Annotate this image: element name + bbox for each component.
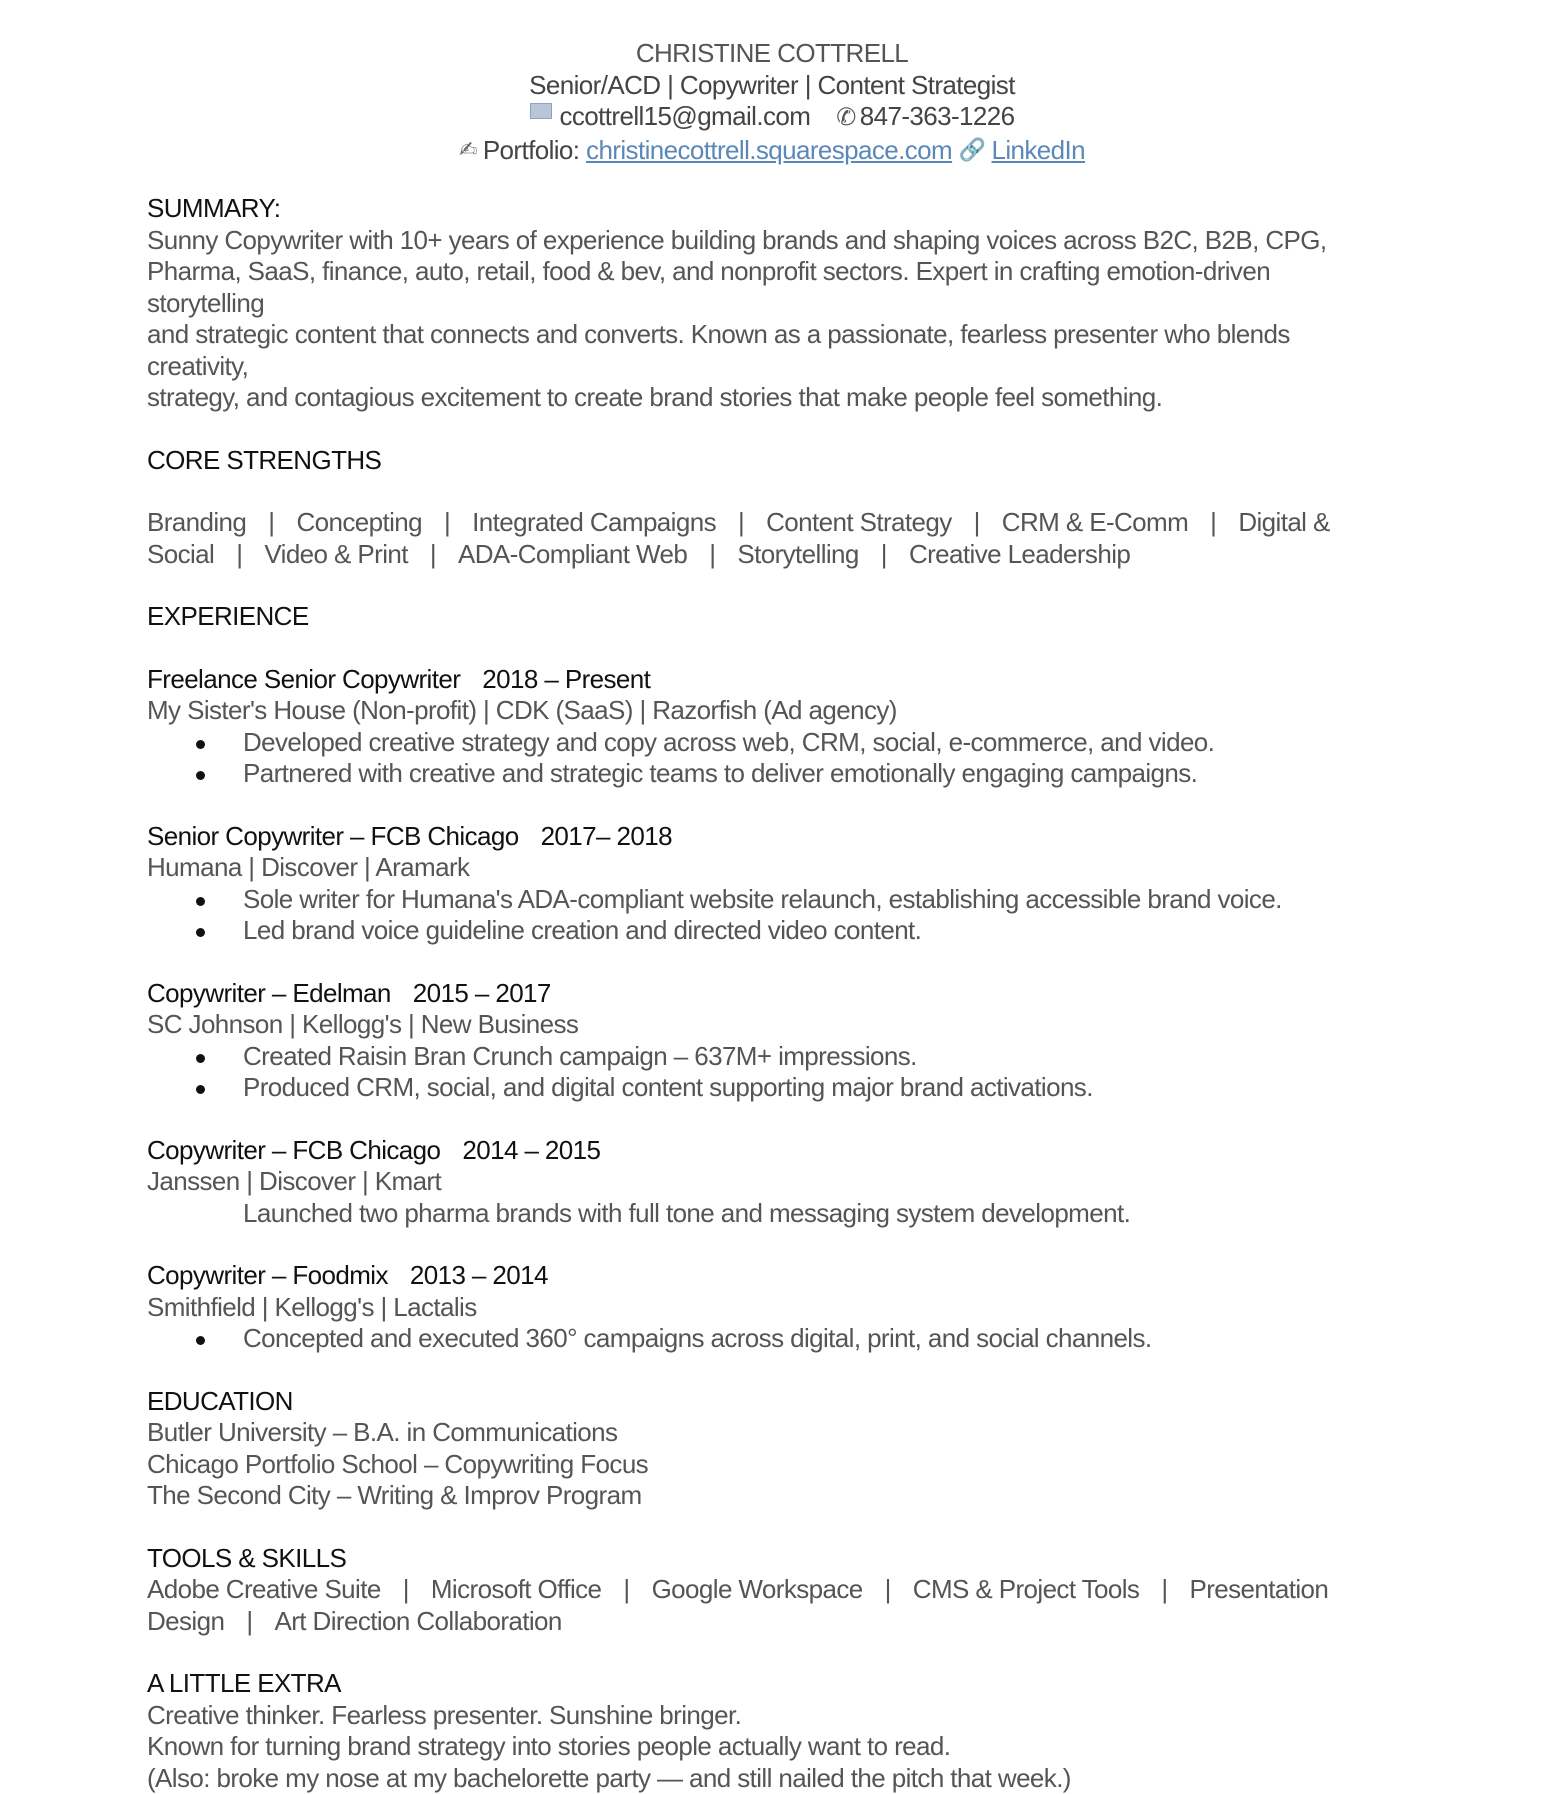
job-title-line [147, 821, 1387, 853]
job-entry [147, 821, 1387, 947]
candidate-headline: Senior/ACD | Copywriter | Content Strategist [157, 70, 1387, 102]
strength-item: Storytelling [737, 539, 858, 569]
job-clients: SC Johnson | Kellogg's | New Business [147, 1009, 1387, 1041]
portfolio-link[interactable]: christinecottrell.squarespace.com [586, 135, 952, 165]
core-strengths-line: Social | Video & Print | ADA-Compliant Web | Storytelling | Creative Leadership [147, 539, 1387, 571]
strength-item: Concepting [296, 507, 422, 537]
strength-item: ADA-Compliant Web [458, 539, 687, 569]
candidate-name: CHRISTINE COTTRELL [157, 38, 1387, 70]
strength-item: Video & Print [264, 539, 407, 569]
extra-line: Creative thinker. Fearless presenter. Sunshine bringer. [147, 1700, 1387, 1732]
tool-item: Adobe Creative Suite [147, 1574, 381, 1604]
writing-hand-icon: ✍ [459, 134, 477, 166]
job-bullet: Partnered with creative and strategic teams to deliver emotionally engaging campaigns. [243, 758, 1387, 790]
strength-item: CRM & E-Comm [1002, 507, 1188, 537]
job-bullet: Sole writer for Humana's ADA-compliant website relaunch, establishing accessible brand voice. [243, 884, 1387, 916]
education-heading: EDUCATION [147, 1386, 1387, 1418]
job-title: Senior Copywriter – FCB Chicago [147, 821, 519, 851]
tool-item: Presentation [1189, 1574, 1328, 1604]
strength-item: Social [147, 539, 214, 569]
education-item: Butler University – B.A. in Communications [147, 1417, 1387, 1449]
job-note: Launched two pharma brands with full tone and messaging system development. [147, 1198, 1387, 1230]
experience-heading: EXPERIENCE [147, 601, 1387, 633]
job-title-line [147, 978, 1387, 1010]
contact-line [157, 101, 1387, 134]
job-bullets [147, 1041, 1387, 1104]
job-entry [147, 664, 1387, 790]
job-clients: Janssen | Discover | Kmart [147, 1166, 1387, 1198]
job-bullet: Concepted and executed 360° campaigns across digital, print, and social channels. [243, 1323, 1387, 1355]
portfolio-label: Portfolio: [483, 135, 580, 165]
job-title-line [147, 1135, 1387, 1167]
extra-heading: A LITTLE EXTRA [147, 1668, 1387, 1700]
email-icon [530, 103, 552, 119]
job-title: Freelance Senior Copywriter [147, 664, 460, 694]
job-bullet: Produced CRM, social, and digital content supporting major brand activations. [243, 1072, 1387, 1104]
summary-line: strategy, and contagious excitement to create brand stories that make people feel something. [147, 382, 1387, 414]
extra-list [147, 1700, 1387, 1794]
education-item: The Second City – Writing & Improv Program [147, 1480, 1387, 1512]
job-bullets [147, 1323, 1387, 1355]
job-dates: 2017– 2018 [541, 821, 672, 851]
tools-heading: TOOLS & SKILLS [147, 1543, 1387, 1575]
tools-line: Design | Art Direction Collaboration [147, 1606, 1387, 1638]
job-bullet: Created Raisin Bran Crunch campaign – 637M+ impressions. [243, 1041, 1387, 1073]
job-bullets [147, 727, 1387, 790]
job-title: Copywriter – FCB Chicago [147, 1135, 440, 1165]
phone-icon: ✆ [836, 102, 856, 134]
job-dates: 2018 – Present [482, 664, 650, 694]
job-clients: Smithfield | Kellogg's | Lactalis [147, 1292, 1387, 1324]
phone-number[interactable]: 847-363-1226 [860, 101, 1015, 131]
job-entry [147, 1135, 1387, 1230]
strength-item: Creative Leadership [909, 539, 1130, 569]
links-line [157, 134, 1387, 167]
email-address[interactable]: ccottrell15@gmail.com [560, 101, 811, 131]
summary-line: and strategic content that connects and converts. Known as a passionate, fearless presenter who blends creativity, [147, 319, 1387, 382]
tools-list [147, 1574, 1387, 1637]
job-bullets [147, 884, 1387, 947]
job-dates: 2015 – 2017 [413, 978, 551, 1008]
education-list [147, 1417, 1387, 1512]
extra-line: Known for turning brand strategy into stories people actually want to read. [147, 1731, 1387, 1763]
resume-header [157, 38, 1387, 166]
job-dates: 2013 – 2014 [410, 1260, 548, 1290]
strength-item: Integrated Campaigns [472, 507, 716, 537]
core-strengths-heading: CORE STRENGTHS [147, 445, 1387, 477]
summary-heading: SUMMARY: [147, 193, 1387, 225]
resume-page [147, 38, 1387, 1794]
tool-item: Google Workspace [652, 1574, 863, 1604]
core-strengths-line: Branding | Concepting | Integrated Campaigns | Content Strategy | CRM & E-Comm | Digital & [147, 507, 1387, 539]
job-title: Copywriter – Edelman [147, 978, 391, 1008]
tools-line: Adobe Creative Suite | Microsoft Office | Google Workspace | CMS & Project Tools | Presentation [147, 1574, 1387, 1606]
extra-line: (Also: broke my nose at my bachelorette party — and still nailed the pitch that week.) [147, 1763, 1387, 1794]
job-title-line [147, 1260, 1387, 1292]
job-clients: Humana | Discover | Aramark [147, 852, 1387, 884]
strength-item: Content Strategy [766, 507, 952, 537]
job-title-line [147, 664, 1387, 696]
link-icon: 🔗 [959, 134, 986, 166]
job-bullet: Led brand voice guideline creation and directed video content. [243, 915, 1387, 947]
job-clients: My Sister's House (Non-profit) | CDK (SaaS) | Razorfish (Ad agency) [147, 695, 1387, 727]
summary-text [147, 225, 1387, 414]
linkedin-link[interactable]: LinkedIn [992, 135, 1086, 165]
job-bullet: Developed creative strategy and copy across web, CRM, social, e-commerce, and video. [243, 727, 1387, 759]
tool-item: CMS & Project Tools [913, 1574, 1140, 1604]
tool-item: Design [147, 1606, 224, 1636]
job-entry [147, 978, 1387, 1104]
summary-line: Pharma, SaaS, finance, auto, retail, food & bev, and nonprofit sectors. Expert in crafting emotion-driven storytelling [147, 256, 1387, 319]
job-title: Copywriter – Foodmix [147, 1260, 388, 1290]
tool-item: Microsoft Office [431, 1574, 602, 1604]
job-entry [147, 1260, 1387, 1355]
core-strengths-list [147, 507, 1387, 570]
job-dates: 2014 – 2015 [462, 1135, 600, 1165]
strength-item: Branding [147, 507, 246, 537]
tool-item: Art Direction Collaboration [275, 1606, 562, 1636]
summary-line: Sunny Copywriter with 10+ years of experience building brands and shaping voices across B2C, B2B, CPG, [147, 225, 1387, 257]
strength-item: Digital & [1238, 507, 1329, 537]
education-item: Chicago Portfolio School – Copywriting Focus [147, 1449, 1387, 1481]
